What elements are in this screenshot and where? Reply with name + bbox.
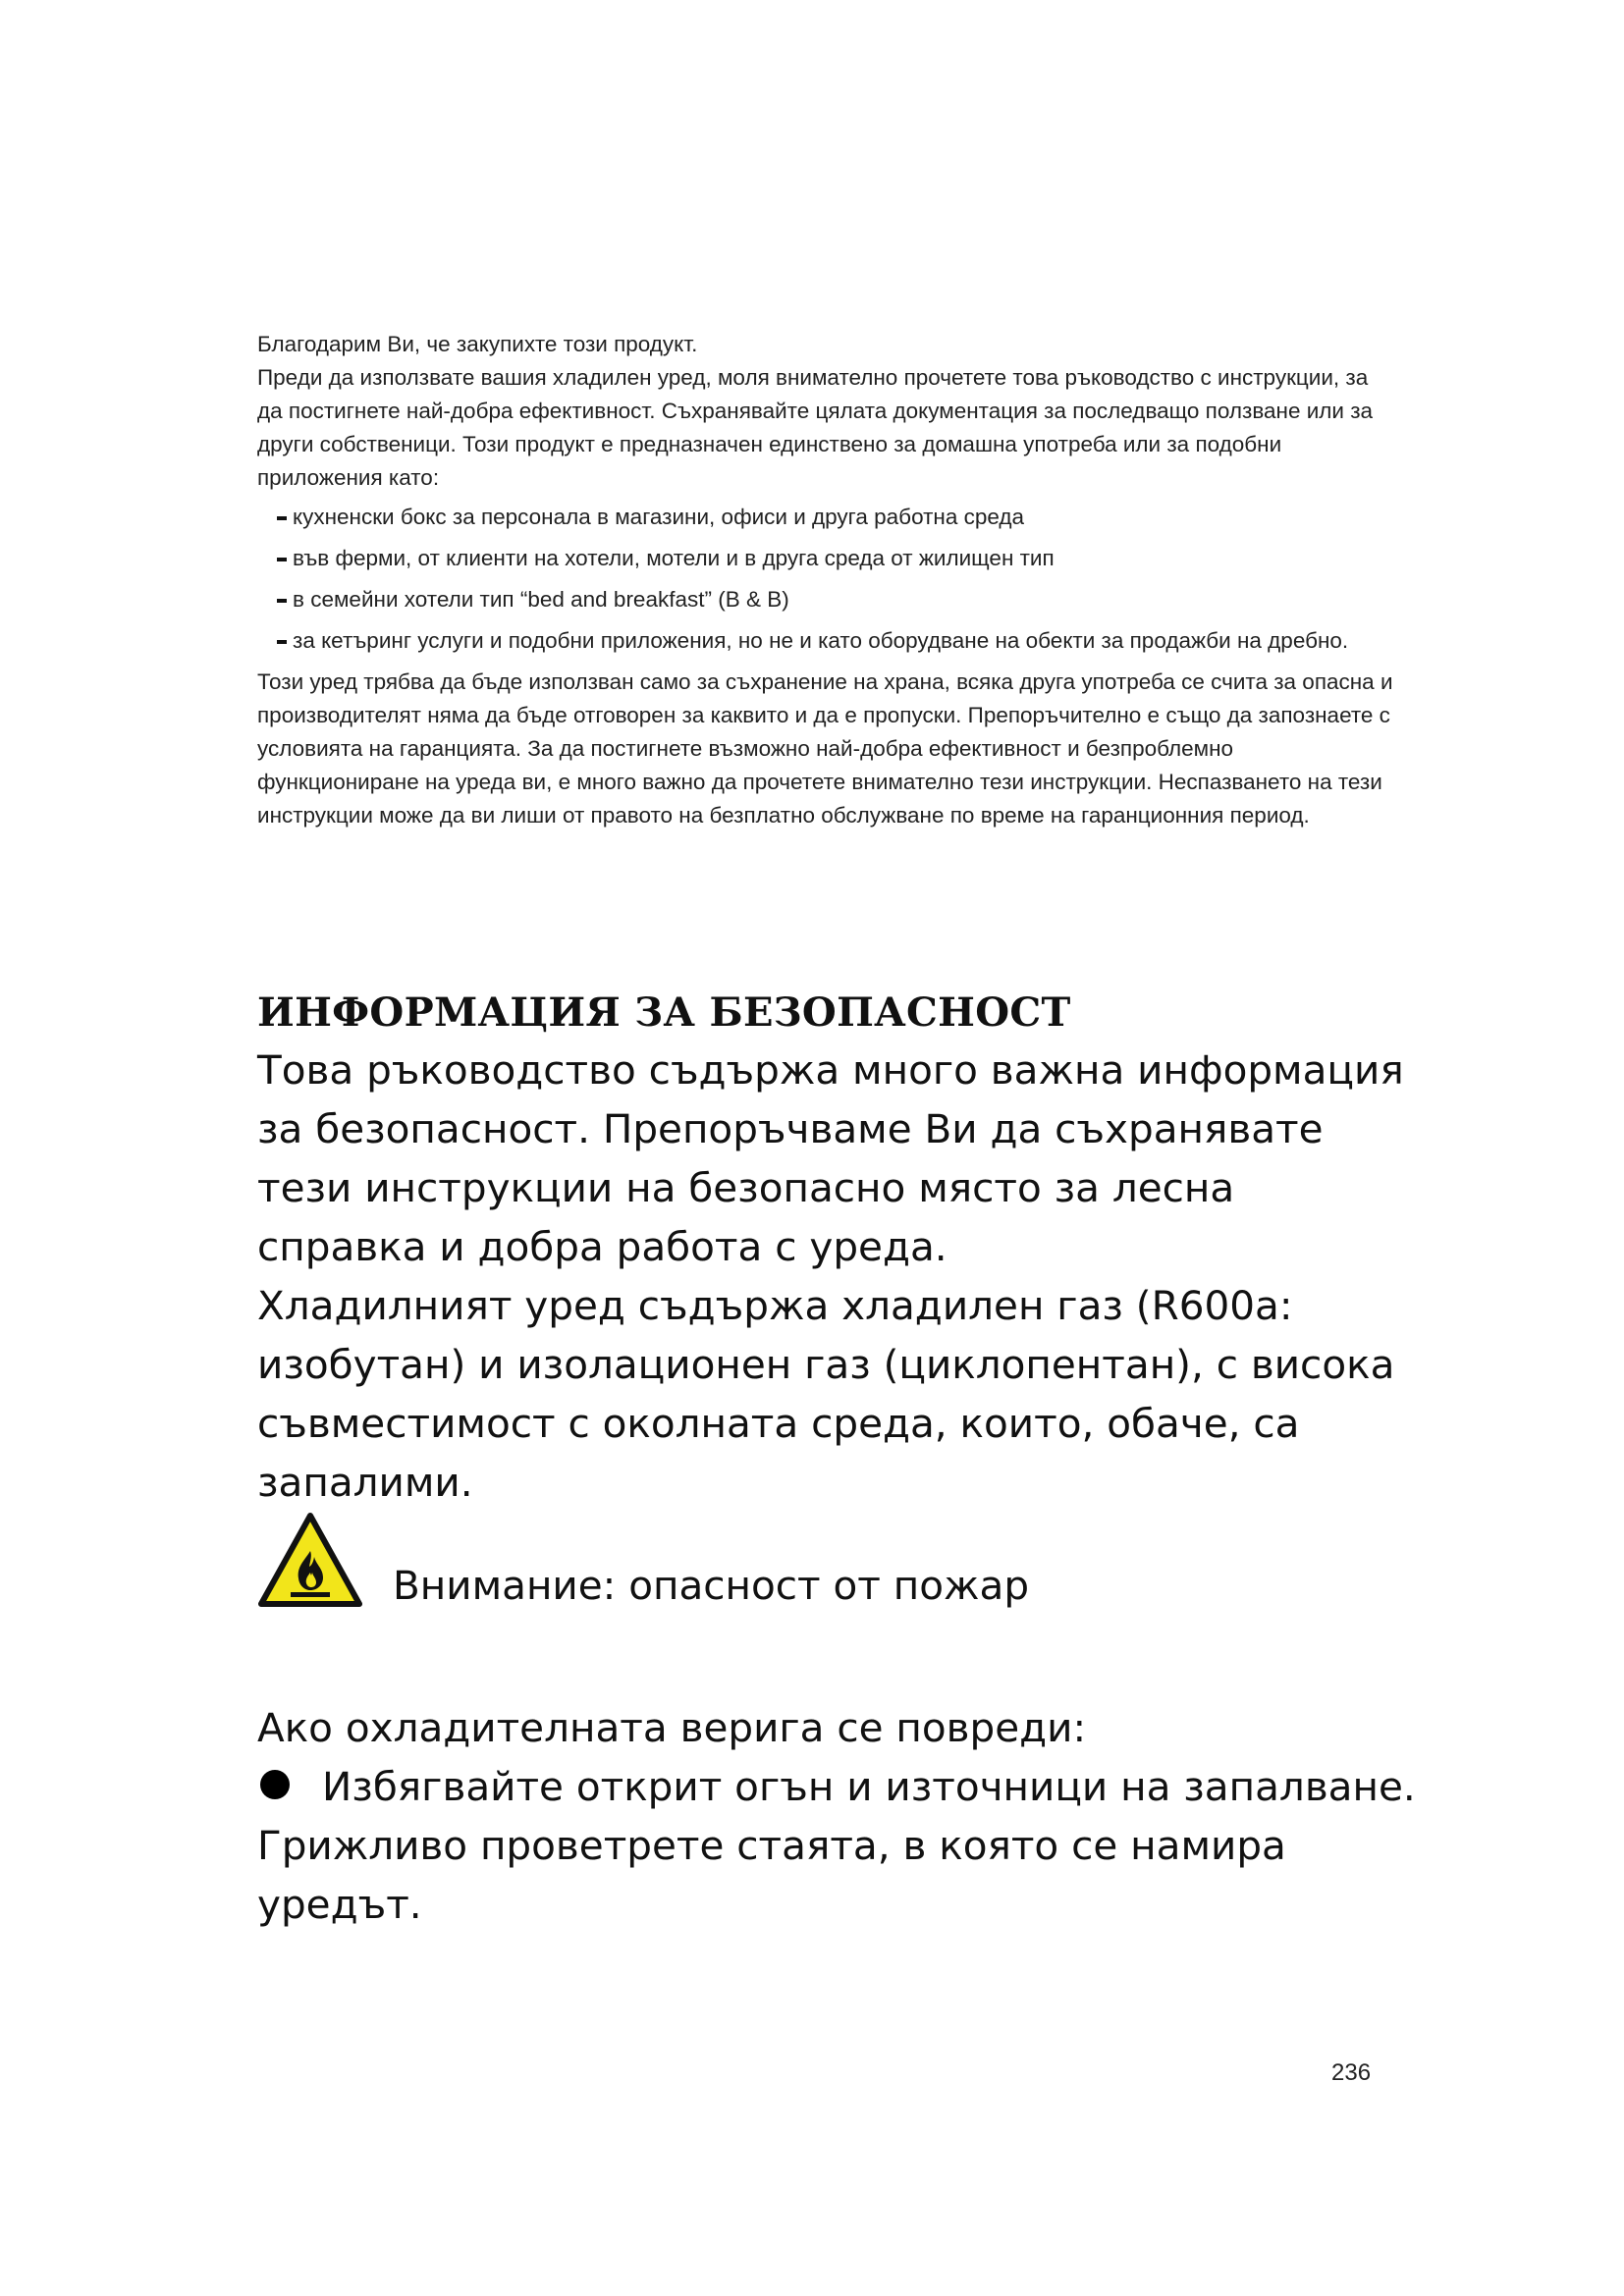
- intro-paragraph-2: Този уред трябва да бъде използван само за съхранение на храна, всяка друга употреба се счита за опасна и производителят няма да бъде отговорен за каквито и да е пропуски. Препоръчително е също да запознаете с условията на гаранцията. За да постигнете възможно най-добра ефективност и безпроблемно функциониране на уреда ви, е много важно да прочетете внимателно тези инструкции. Неспазването на тези инструкции може да ви лиши от правото на безплатно обслужване по време на гаранционния период.: [257, 669, 1393, 828]
- bullet-dot-icon: [260, 1770, 290, 1799]
- warning-text: Внимание: опасност от пожар: [393, 1562, 1030, 1609]
- safety-paragraph-1: Това ръководство съдържа много важна информация за безопасност. Препоръчваме Ви да съхранявате тези инструкции на безопасно място за лесна справка и добра работа с уреда.: [257, 1046, 1404, 1270]
- usage-list-item: в семейни хотели тип “bed and breakfast” (B & B): [257, 583, 1396, 616]
- safety-title: ИНФОРМАЦИЯ ЗА БЕЗОПАСНОСТ: [257, 989, 1071, 1036]
- intro-paragraph-1: Преди да използвате вашия хладилен уред, моля внимателно прочетете това ръководство с инструкции, за да постигнете най-добра ефективност. Съхранявайте цялата документация за последващо ползване или за други собственици. Този продукт е предназначен единствено за домашна употреба или за подобни приложения като:: [257, 365, 1374, 490]
- intro-section: [257, 328, 1396, 832]
- usage-list-item: за кетъринг услуги и подобни приложения, но не и като оборудване на обекти за продажби на дребно.: [257, 624, 1396, 658]
- safety-paragraph-2: Хладилният уред съдържа хладилен газ (R600a: изобутан) и изолационен газ (циклопентан), с висока съвместимост с околната среда, които, обаче, са запалими.: [257, 1282, 1395, 1506]
- flammable-warning-icon: [257, 1512, 363, 1608]
- usage-list-item: кухненски бокс за персонала в магазини, офиси и друга работна среда: [257, 501, 1396, 534]
- intro-thanks: Благодарим Ви, че закупихте този продукт.: [257, 332, 698, 356]
- page-number: 236: [1331, 2059, 1372, 2086]
- ventilate-text: Грижливо проветрете стаята, в която се намира уредът.: [257, 1822, 1286, 1928]
- open-fire-bullet: Избягвайте открит огън и източници на запалване.: [322, 1763, 1416, 1810]
- damage-heading: Ако охладителната верига се повреди:: [257, 1704, 1087, 1751]
- usage-list-item: във ферми, от клиенти на хотели, мотели и в друга среда от жилищен тип: [257, 542, 1396, 575]
- usage-list: [257, 501, 1396, 658]
- fire-warning: [257, 1512, 1239, 1610]
